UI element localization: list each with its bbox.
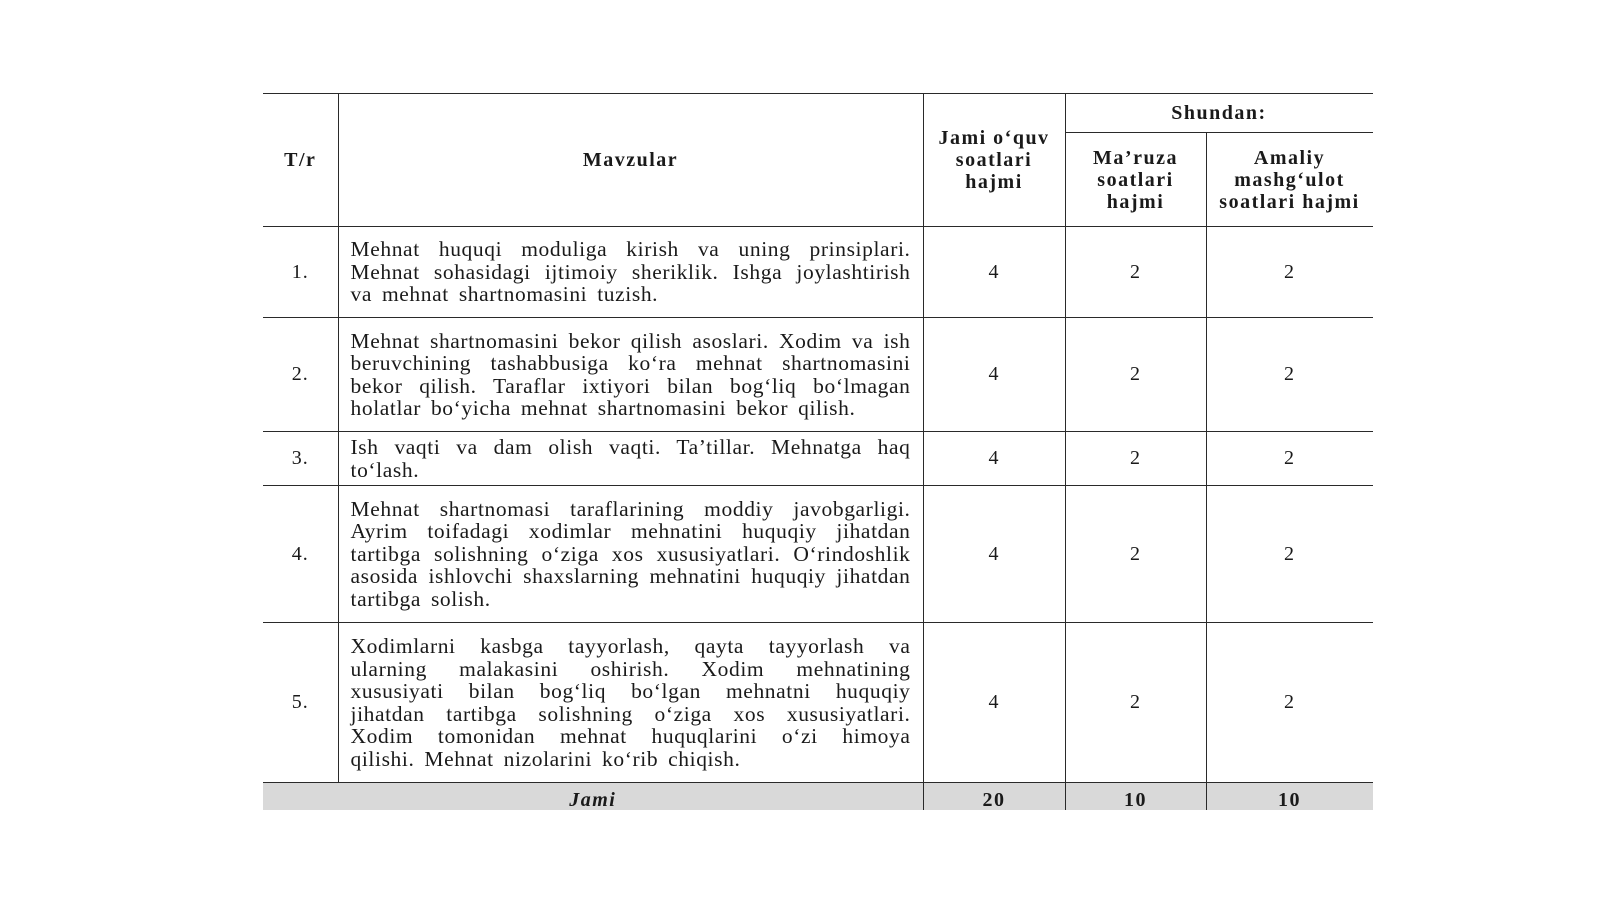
header-of-which: Shundan: (1065, 94, 1373, 133)
row-num: 1. (263, 227, 338, 318)
row-practical-hours: 2 (1206, 486, 1373, 623)
row-num: 2. (263, 318, 338, 432)
totals-label: Jami (263, 783, 923, 811)
row-topic: Ish vaqti va dam olish vaqti. Ta’tillar. Mehnatga haq to‘lash. (338, 432, 923, 486)
totals-practical-hours: 10 (1206, 783, 1373, 811)
table-row (263, 486, 1373, 623)
table-row (263, 432, 1373, 486)
header-topic: Mavzular (338, 94, 923, 227)
table-row (263, 318, 1373, 432)
header-total-hours: Jami o‘quv soatlari hajmi (923, 94, 1065, 227)
row-practical-hours: 2 (1206, 432, 1373, 486)
row-total-hours: 4 (923, 486, 1065, 623)
row-topic: Mehnat shartnomasi taraflarining moddiy javobgarligi. Ayrim toifadagi xodimlar mehnatini huquqiy jihatdan tartibga solishning o‘ziga xos xususiyatlari. O‘rindoshlik asosida ishlovchi shaxslarning mehnatini huquqiy jihatdan tartibga solish. (338, 486, 923, 623)
row-topic: Mehnat huquqi moduliga kirish va uning prinsiplari. Mehnat sohasidagi ijtimoiy sheriklik. Ishga joylashtirish va mehnat shartnomasini tuzish. (338, 227, 923, 318)
row-lecture-hours: 2 (1065, 486, 1206, 623)
curriculum-table (263, 93, 1373, 810)
header-lecture-hours: Ma’ruza soatlari hajmi (1065, 133, 1206, 227)
row-topic: Xodimlarni kasbga tayyorlash, qayta tayyorlash va ularning malakasini oshirish. Xodim mehnatining xususiyati bilan bog‘liq bo‘lgan mehnatni huquqiy jihatdan tartibga solishning o‘ziga xos xususiyatlari. Xodim tomonidan mehnat huquqlarini o‘zi himoya qilishi. Mehnat nizolarini ko‘rib chiqish. (338, 623, 923, 783)
row-total-hours: 4 (923, 623, 1065, 783)
curriculum-table-container (263, 93, 1373, 810)
totals-total-hours: 20 (923, 783, 1065, 811)
header-practical-hours: Amaliy mashg‘ulot soatlari hajmi (1206, 133, 1373, 227)
totals-row (263, 783, 1373, 811)
row-lecture-hours: 2 (1065, 432, 1206, 486)
row-practical-hours: 2 (1206, 623, 1373, 783)
header-num: T/r (263, 94, 338, 227)
row-topic: Mehnat shartnomasini bekor qilish asoslari. Xodim va ish beruvchining tashabbusiga ko‘ra mehnat shartnomasini bekor qilish. Taraflar ixtiyori bilan bog‘liq bo‘lmagan holatlar bo‘yicha mehnat shartnomasini bekor qilish. (338, 318, 923, 432)
row-num: 5. (263, 623, 338, 783)
row-total-hours: 4 (923, 227, 1065, 318)
totals-lecture-hours: 10 (1065, 783, 1206, 811)
table-row (263, 623, 1373, 783)
row-total-hours: 4 (923, 318, 1065, 432)
row-lecture-hours: 2 (1065, 318, 1206, 432)
row-lecture-hours: 2 (1065, 227, 1206, 318)
row-practical-hours: 2 (1206, 227, 1373, 318)
row-total-hours: 4 (923, 432, 1065, 486)
row-num: 4. (263, 486, 338, 623)
table-row (263, 227, 1373, 318)
row-practical-hours: 2 (1206, 318, 1373, 432)
row-num: 3. (263, 432, 338, 486)
row-lecture-hours: 2 (1065, 623, 1206, 783)
